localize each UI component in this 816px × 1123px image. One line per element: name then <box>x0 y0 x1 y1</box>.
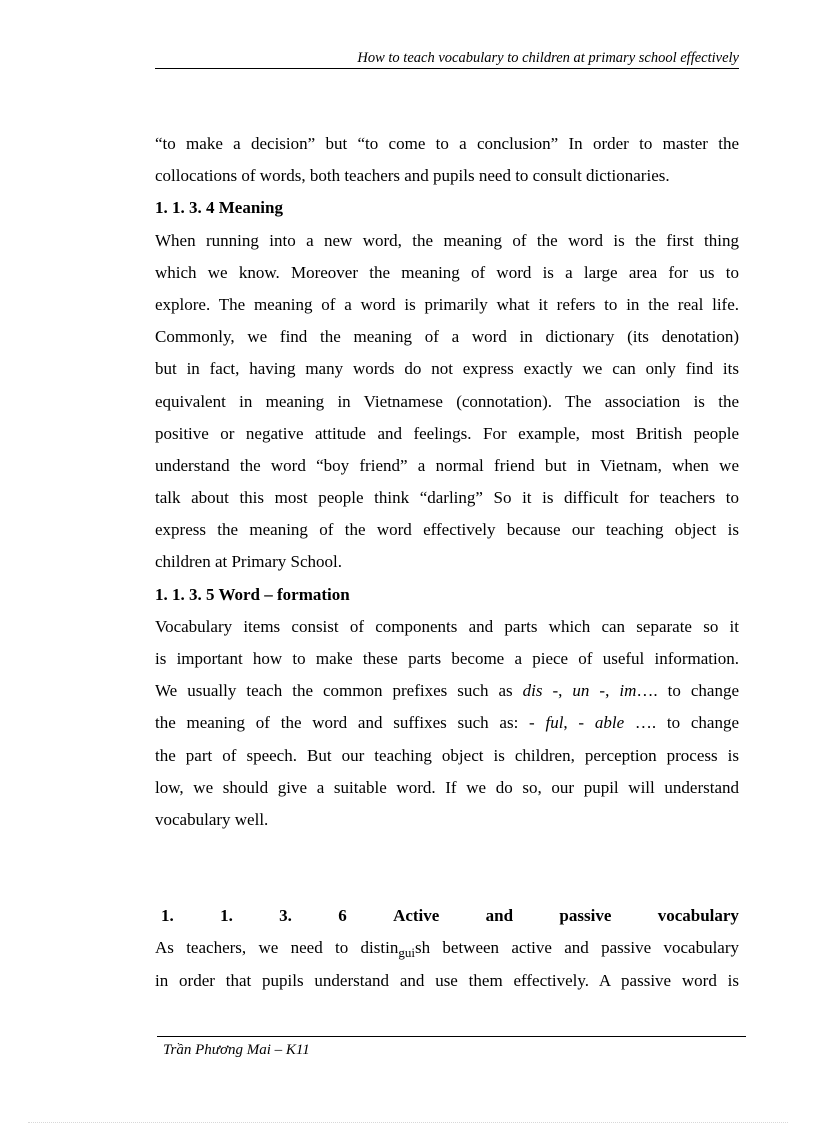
prefix-im: im <box>619 681 637 701</box>
prefix-un: un <box>572 681 590 701</box>
prefix-sep-2: -, <box>589 681 620 701</box>
prefix-examples-line <box>155 675 739 707</box>
paragraph-line: When running into a new word, the meaning of the word is the first thing <box>155 230 739 250</box>
subscript-fragment: gui <box>398 945 415 961</box>
paragraph-line: collocations of words, both teachers and pupils need to consult dictionaries. <box>155 166 670 186</box>
running-header <box>155 50 739 69</box>
paragraph-line: but in fact, having many words do not express exactly we can only find its <box>155 359 739 379</box>
suffix-ful: ful <box>545 713 564 733</box>
suffix-lead: the meaning of the word and suffixes such as: - <box>155 713 546 733</box>
section-heading-meaning: 1. 1. 3. 4 Meaning <box>155 198 283 218</box>
paragraph-line <box>155 932 739 964</box>
paragraph-line: explore. The meaning of a word is primarily what it refers to in the real life. <box>155 294 739 314</box>
paragraph-line: positive or negative attitude and feelings. For example, most British people <box>155 423 739 443</box>
paragraph-line: low, we should give a suitable word. If we do so, our pupil will understand <box>155 777 739 797</box>
paragraph-line: talk about this most people think “darling” So it is difficult for teachers to <box>155 488 739 508</box>
suffix-examples-line <box>155 707 739 739</box>
header-title: How to teach vocabulary to children at primary school effectively <box>357 50 739 66</box>
paragraph-line: children at Primary School. <box>155 552 342 572</box>
paragraph-line: “to make a decision” but “to come to a conclusion” In order to master the <box>155 134 739 153</box>
paragraph-line: express the meaning of the word effectively because our teaching object is <box>155 520 739 540</box>
section-heading-word-formation: 1. 1. 3. 5 Word – formation <box>155 584 350 604</box>
prefix-tail: …. to change <box>636 681 739 701</box>
heading-token: Active <box>393 906 440 926</box>
heading-token: 3. <box>279 906 292 926</box>
footer-divider <box>157 1036 746 1037</box>
heading-token: passive <box>559 906 612 926</box>
section-heading-active-passive <box>155 900 739 932</box>
blank-space <box>155 836 739 900</box>
paragraph-line: Commonly, we find the meaning of a word in dictionary (its denotation) <box>155 327 739 347</box>
prefix-dis: dis <box>522 681 543 701</box>
suffix-tail: …. to change <box>624 713 739 733</box>
heading-token: 1. <box>161 906 174 926</box>
paragraph-line: the part of speech. But our teaching object is children, perception process is <box>155 745 739 765</box>
suffix-sep: , - <box>563 713 595 733</box>
paragraph-line: in order that pupils understand and use them effectively. A passive word is <box>155 970 739 990</box>
paragraph-line: understand the word “boy friend” a normal friend but in Vietnam, when we <box>155 455 739 475</box>
paragraph-line: Vocabulary items consist of components and parts which can separate so it <box>155 616 739 636</box>
paragraph-line: vocabulary well. <box>155 809 269 829</box>
paragraph-line: equivalent in meaning in Vietnamese (connotation). The association is the <box>155 391 739 411</box>
suffix-able: able <box>594 713 625 733</box>
heading-token: 6 <box>338 906 347 926</box>
prefix-sep-1: -, <box>542 681 573 701</box>
heading-token: 1. <box>220 906 233 926</box>
heading-token: vocabulary <box>657 906 739 926</box>
page-body <box>155 128 739 997</box>
heading-token: and <box>485 906 514 926</box>
text-segment: sh between active and passive vocabulary <box>414 938 740 958</box>
paragraph-line: which we know. Moreover the meaning of word is a large area for us to <box>155 262 739 282</box>
paragraph-line: is important how to make these parts become a piece of useful information. <box>155 649 739 668</box>
footer-author: Trần Phương Mai – K11 <box>163 1042 310 1058</box>
text-segment: As teachers, we need to distin <box>155 938 399 958</box>
prefix-lead: We usually teach the common prefixes such as <box>155 681 523 701</box>
